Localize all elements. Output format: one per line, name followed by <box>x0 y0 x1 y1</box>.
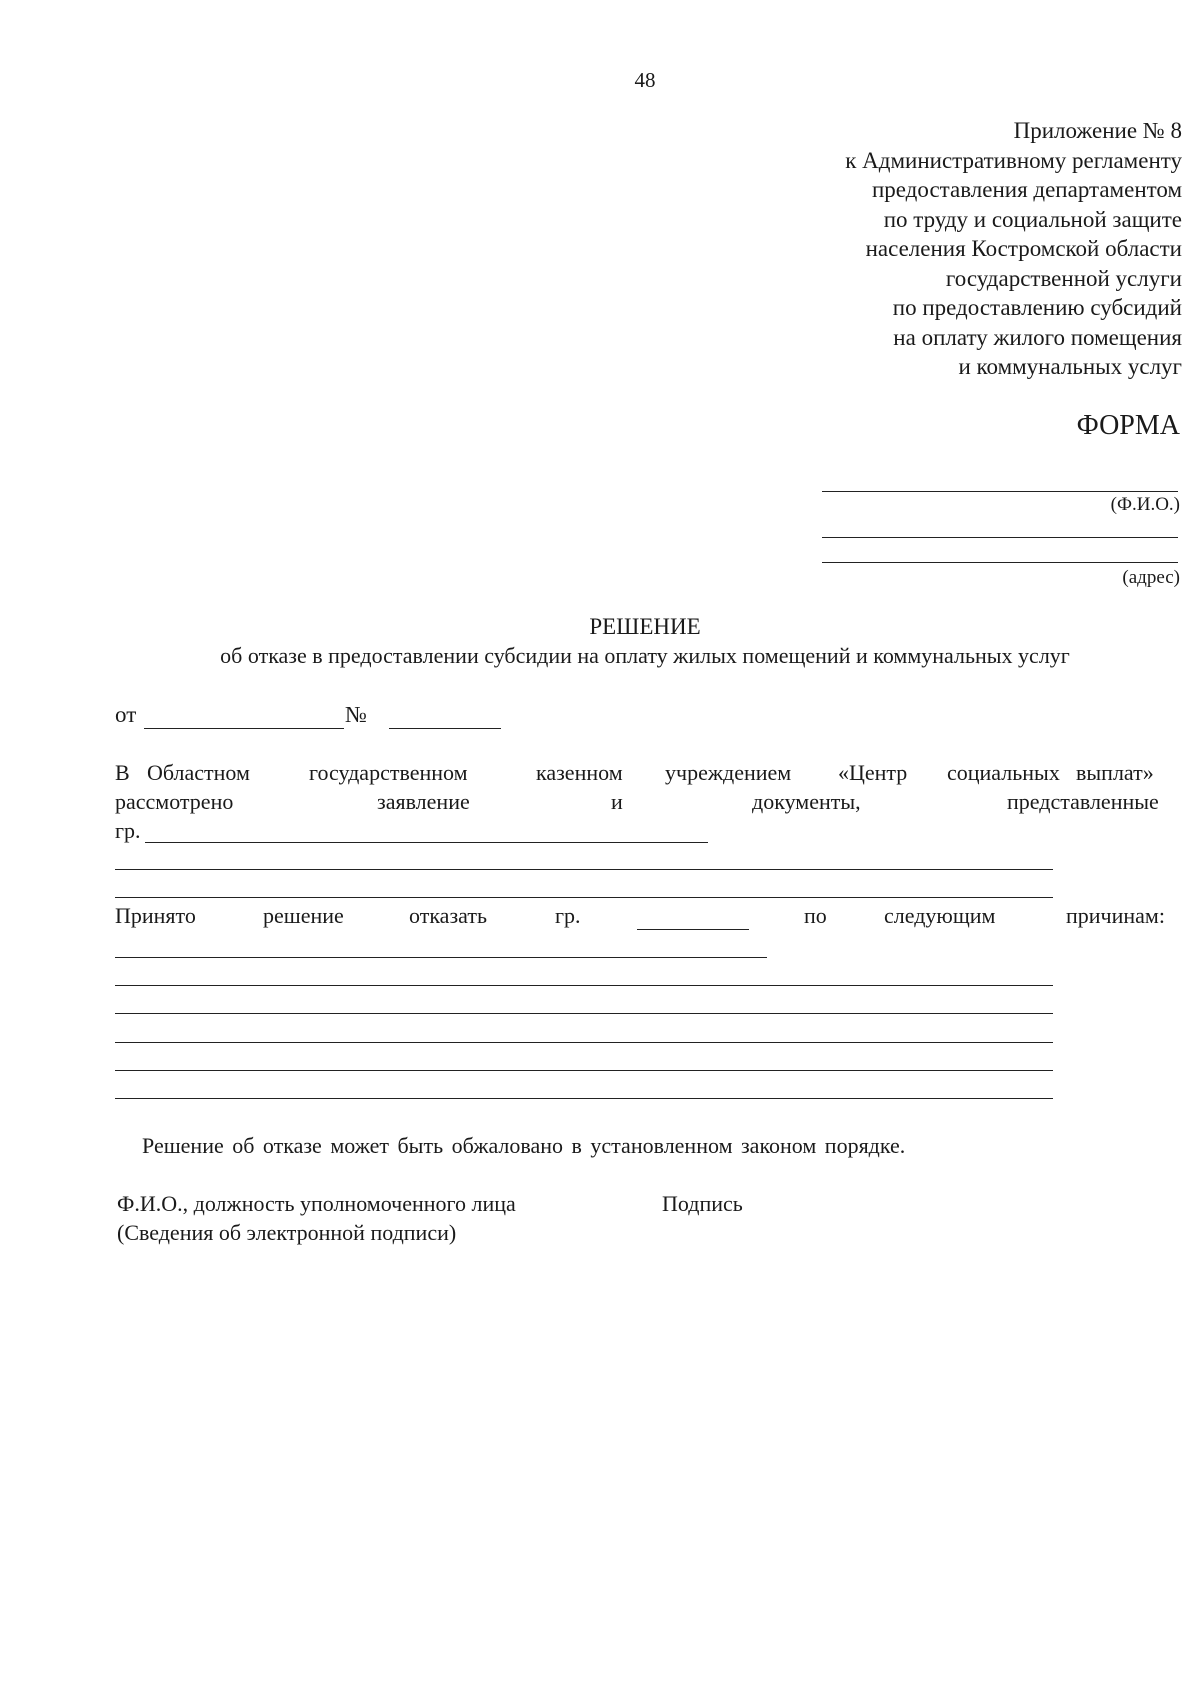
appeal-text: Решение об отказе может быть обжаловано в установленном законом порядке. <box>142 1133 906 1158</box>
official-position-label: Ф.И.О., должность уполномоченного лица <box>117 1191 516 1216</box>
reason-line-4[interactable] <box>115 1042 1053 1043</box>
para1-word: и <box>611 789 623 814</box>
para2-word: решение <box>263 903 344 928</box>
address-caption: (адрес) <box>1122 567 1180 588</box>
citizen-label: гр. <box>115 818 141 843</box>
citizen-name-field-line[interactable] <box>145 842 708 843</box>
header-line: по труду и социальной защите <box>883 206 1182 232</box>
citizen-extra-line-2[interactable] <box>115 897 1053 898</box>
para2-word: гр. <box>555 903 581 928</box>
reason-line-1[interactable] <box>115 957 767 958</box>
para1-word: В <box>115 760 130 785</box>
refused-citizen-field-line[interactable] <box>637 929 749 930</box>
fio-caption: (Ф.И.О.) <box>1110 494 1180 515</box>
header-line: населения Костромской области <box>865 236 1182 261</box>
reason-line-5[interactable] <box>115 1070 1053 1071</box>
date-from-label: от <box>115 702 137 727</box>
para1-word: представленные <box>1007 789 1159 814</box>
reason-line-2[interactable] <box>115 985 1053 986</box>
page-number: 48 <box>634 68 656 92</box>
header-line: государственной услуги <box>945 265 1182 291</box>
form-label: ФОРМА <box>1076 410 1180 441</box>
electronic-signature-label: (Сведения об электронной подписи) <box>117 1220 457 1245</box>
citizen-extra-line-1[interactable] <box>115 869 1053 870</box>
address-field-line-2[interactable] <box>822 562 1178 563</box>
para2-word: следующим <box>884 903 996 928</box>
para1-word: государственном <box>309 760 468 785</box>
header-line: предоставления департаментом <box>871 177 1182 202</box>
appendix-header <box>662 116 1182 382</box>
para2-word: отказать <box>409 903 487 928</box>
header-line: к Административному регламенту <box>845 147 1182 173</box>
reason-line-6[interactable] <box>115 1098 1053 1099</box>
para1-word: рассмотрено <box>115 789 234 814</box>
header-line: на оплату жилого помещения <box>893 324 1182 350</box>
fio-field-line[interactable] <box>822 491 1178 492</box>
para1-word: «Центр <box>838 760 908 785</box>
para2-word: причинам: <box>1066 903 1165 928</box>
number-field-line[interactable] <box>389 728 501 729</box>
header-line: по предоставлению субсидий <box>892 295 1182 320</box>
para1-word: социальных <box>947 760 1060 785</box>
signature-label: Подпись <box>662 1191 743 1216</box>
para1-word: казенном <box>536 760 623 785</box>
header-line: и коммунальных услуг <box>958 354 1182 379</box>
address-field-line-1[interactable] <box>822 537 1178 538</box>
para1-word: документы, <box>752 789 861 814</box>
number-label: № <box>345 702 367 727</box>
reason-line-3[interactable] <box>115 1013 1053 1014</box>
document-title: РЕШЕНИЕ <box>589 614 701 639</box>
para1-word: учреждением <box>665 760 792 785</box>
para1-word: Областном <box>147 760 250 785</box>
para2-word: по <box>804 903 827 928</box>
date-field-line[interactable] <box>144 728 344 729</box>
para1-word: выплат» <box>1076 760 1154 785</box>
para1-word: заявление <box>377 789 470 814</box>
document-subtitle: об отказе в предоставлении субсидии на оплату жилых помещений и коммунальных услуг <box>220 643 1070 668</box>
header-line: Приложение № 8 <box>1013 118 1182 143</box>
para2-word: Принято <box>115 903 196 928</box>
